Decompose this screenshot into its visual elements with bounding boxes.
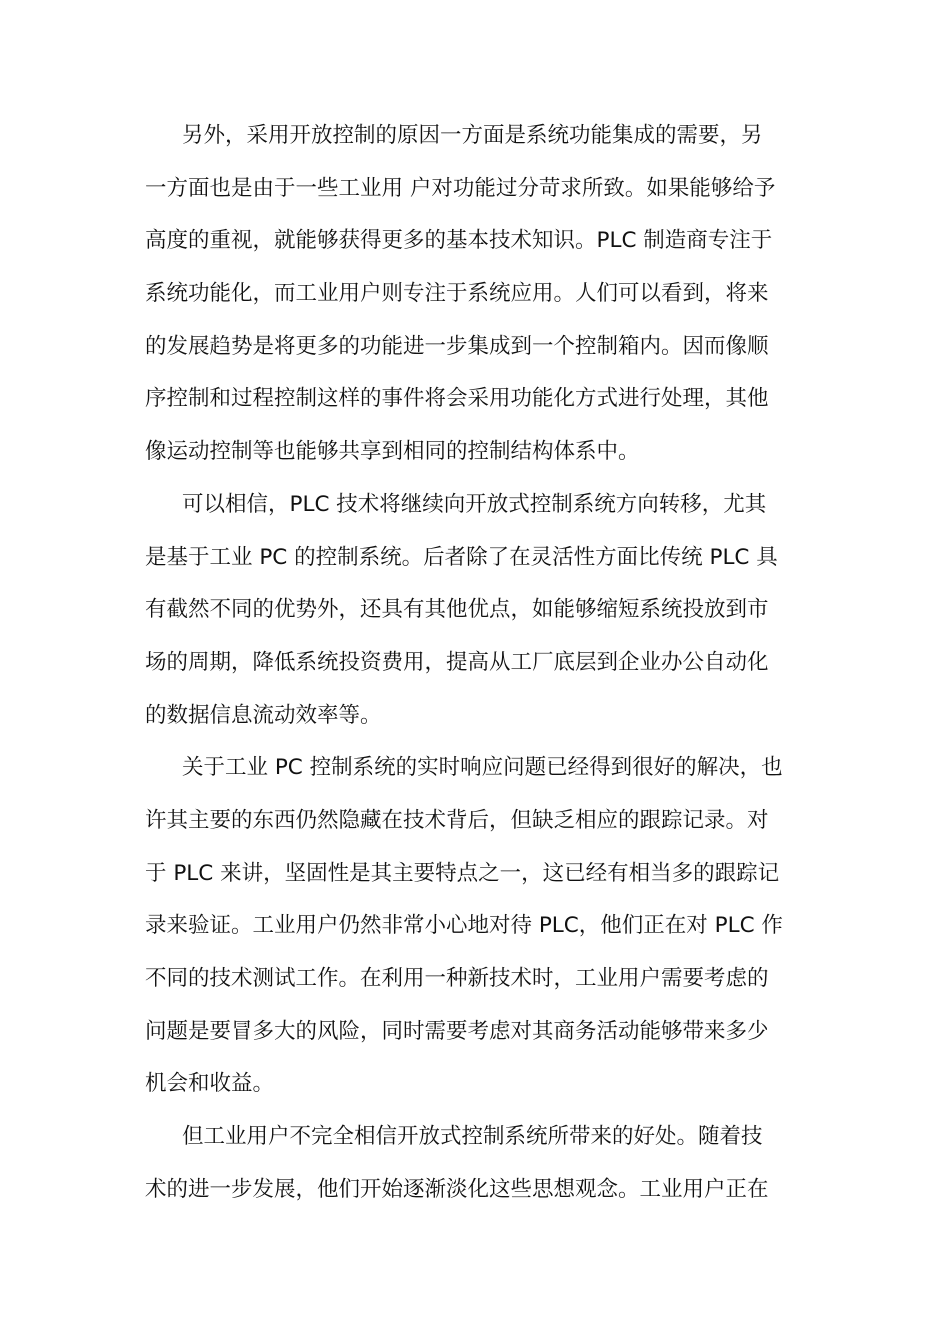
text-line: 场的周期，降低系统投资费用，提高从工厂底层到企业办公自动化 bbox=[145, 649, 769, 675]
text-line: 问题是要冒多大的风险，同时需要考虑对其商务活动能够带来多少 bbox=[145, 1018, 769, 1044]
text-line: 的发展趋势是将更多的功能进一步集成到一个控制箱内。因而像顺 bbox=[145, 333, 769, 359]
paragraph-4 bbox=[145, 1111, 805, 1216]
text-line: 像运动控制等也能够共享到相同的控制结构体系中。 bbox=[145, 439, 640, 465]
paragraph-1 bbox=[145, 110, 805, 479]
text-line: 是基于工业 PC 的控制系统。后者除了在灵活性方面比传统 PLC 具 bbox=[145, 544, 778, 570]
text-line: 序控制和过程控制这样的事件将会采用功能化方式进行处理，其他 bbox=[145, 386, 769, 412]
text-line: 机会和收益。 bbox=[145, 1071, 275, 1097]
text-line: 有截然不同的优势外，还具有其他优点，如能够缩短系统投放到市 bbox=[145, 597, 769, 623]
text-line: 许其主要的东西仍然隐藏在技术背后，但缺乏相应的跟踪记录。对 bbox=[145, 807, 769, 833]
text-line: 录来验证。工业用户仍然非常小心地对待 PLC，他们正在对 PLC 作 bbox=[145, 913, 783, 939]
paragraph-3 bbox=[145, 742, 805, 1111]
text-line: 另外，采用开放控制的原因一方面是系统功能集成的需要，另 bbox=[182, 123, 763, 148]
text-line: 的数据信息流动效率等。 bbox=[145, 702, 382, 728]
document-body bbox=[145, 110, 805, 1216]
text-line: 但工业用户不完全相信开放式控制系统所带来的好处。随着技 bbox=[182, 1124, 763, 1150]
text-line: 于 PLC 来讲，坚固性是其主要特点之一，这已经有相当多的跟踪记 bbox=[145, 860, 780, 886]
text-line: 一方面也是由于一些工业用 户对功能过分苛求所致。如果能够给予 bbox=[145, 175, 776, 201]
text-line: 高度的重视，就能够获得更多的基本技术知识。PLC 制造商专注于 bbox=[145, 228, 773, 254]
text-line: 可以相信，PLC 技术将继续向开放式控制系统方向转移，尤其 bbox=[182, 491, 767, 517]
text-line: 术的进一步发展，他们开始逐渐淡化这些思想观念。工业用户正在 bbox=[145, 1176, 769, 1202]
paragraph-2 bbox=[145, 479, 805, 742]
text-line: 系统功能化，而工业用户则专注于系统应用。人们可以看到，将来 bbox=[145, 281, 769, 307]
text-line: 不同的技术测试工作。在利用一种新技术时，工业用户需要考虑的 bbox=[145, 966, 769, 991]
text-line: 关于工业 PC 控制系统的实时响应问题已经得到很好的解决，也 bbox=[182, 755, 783, 781]
